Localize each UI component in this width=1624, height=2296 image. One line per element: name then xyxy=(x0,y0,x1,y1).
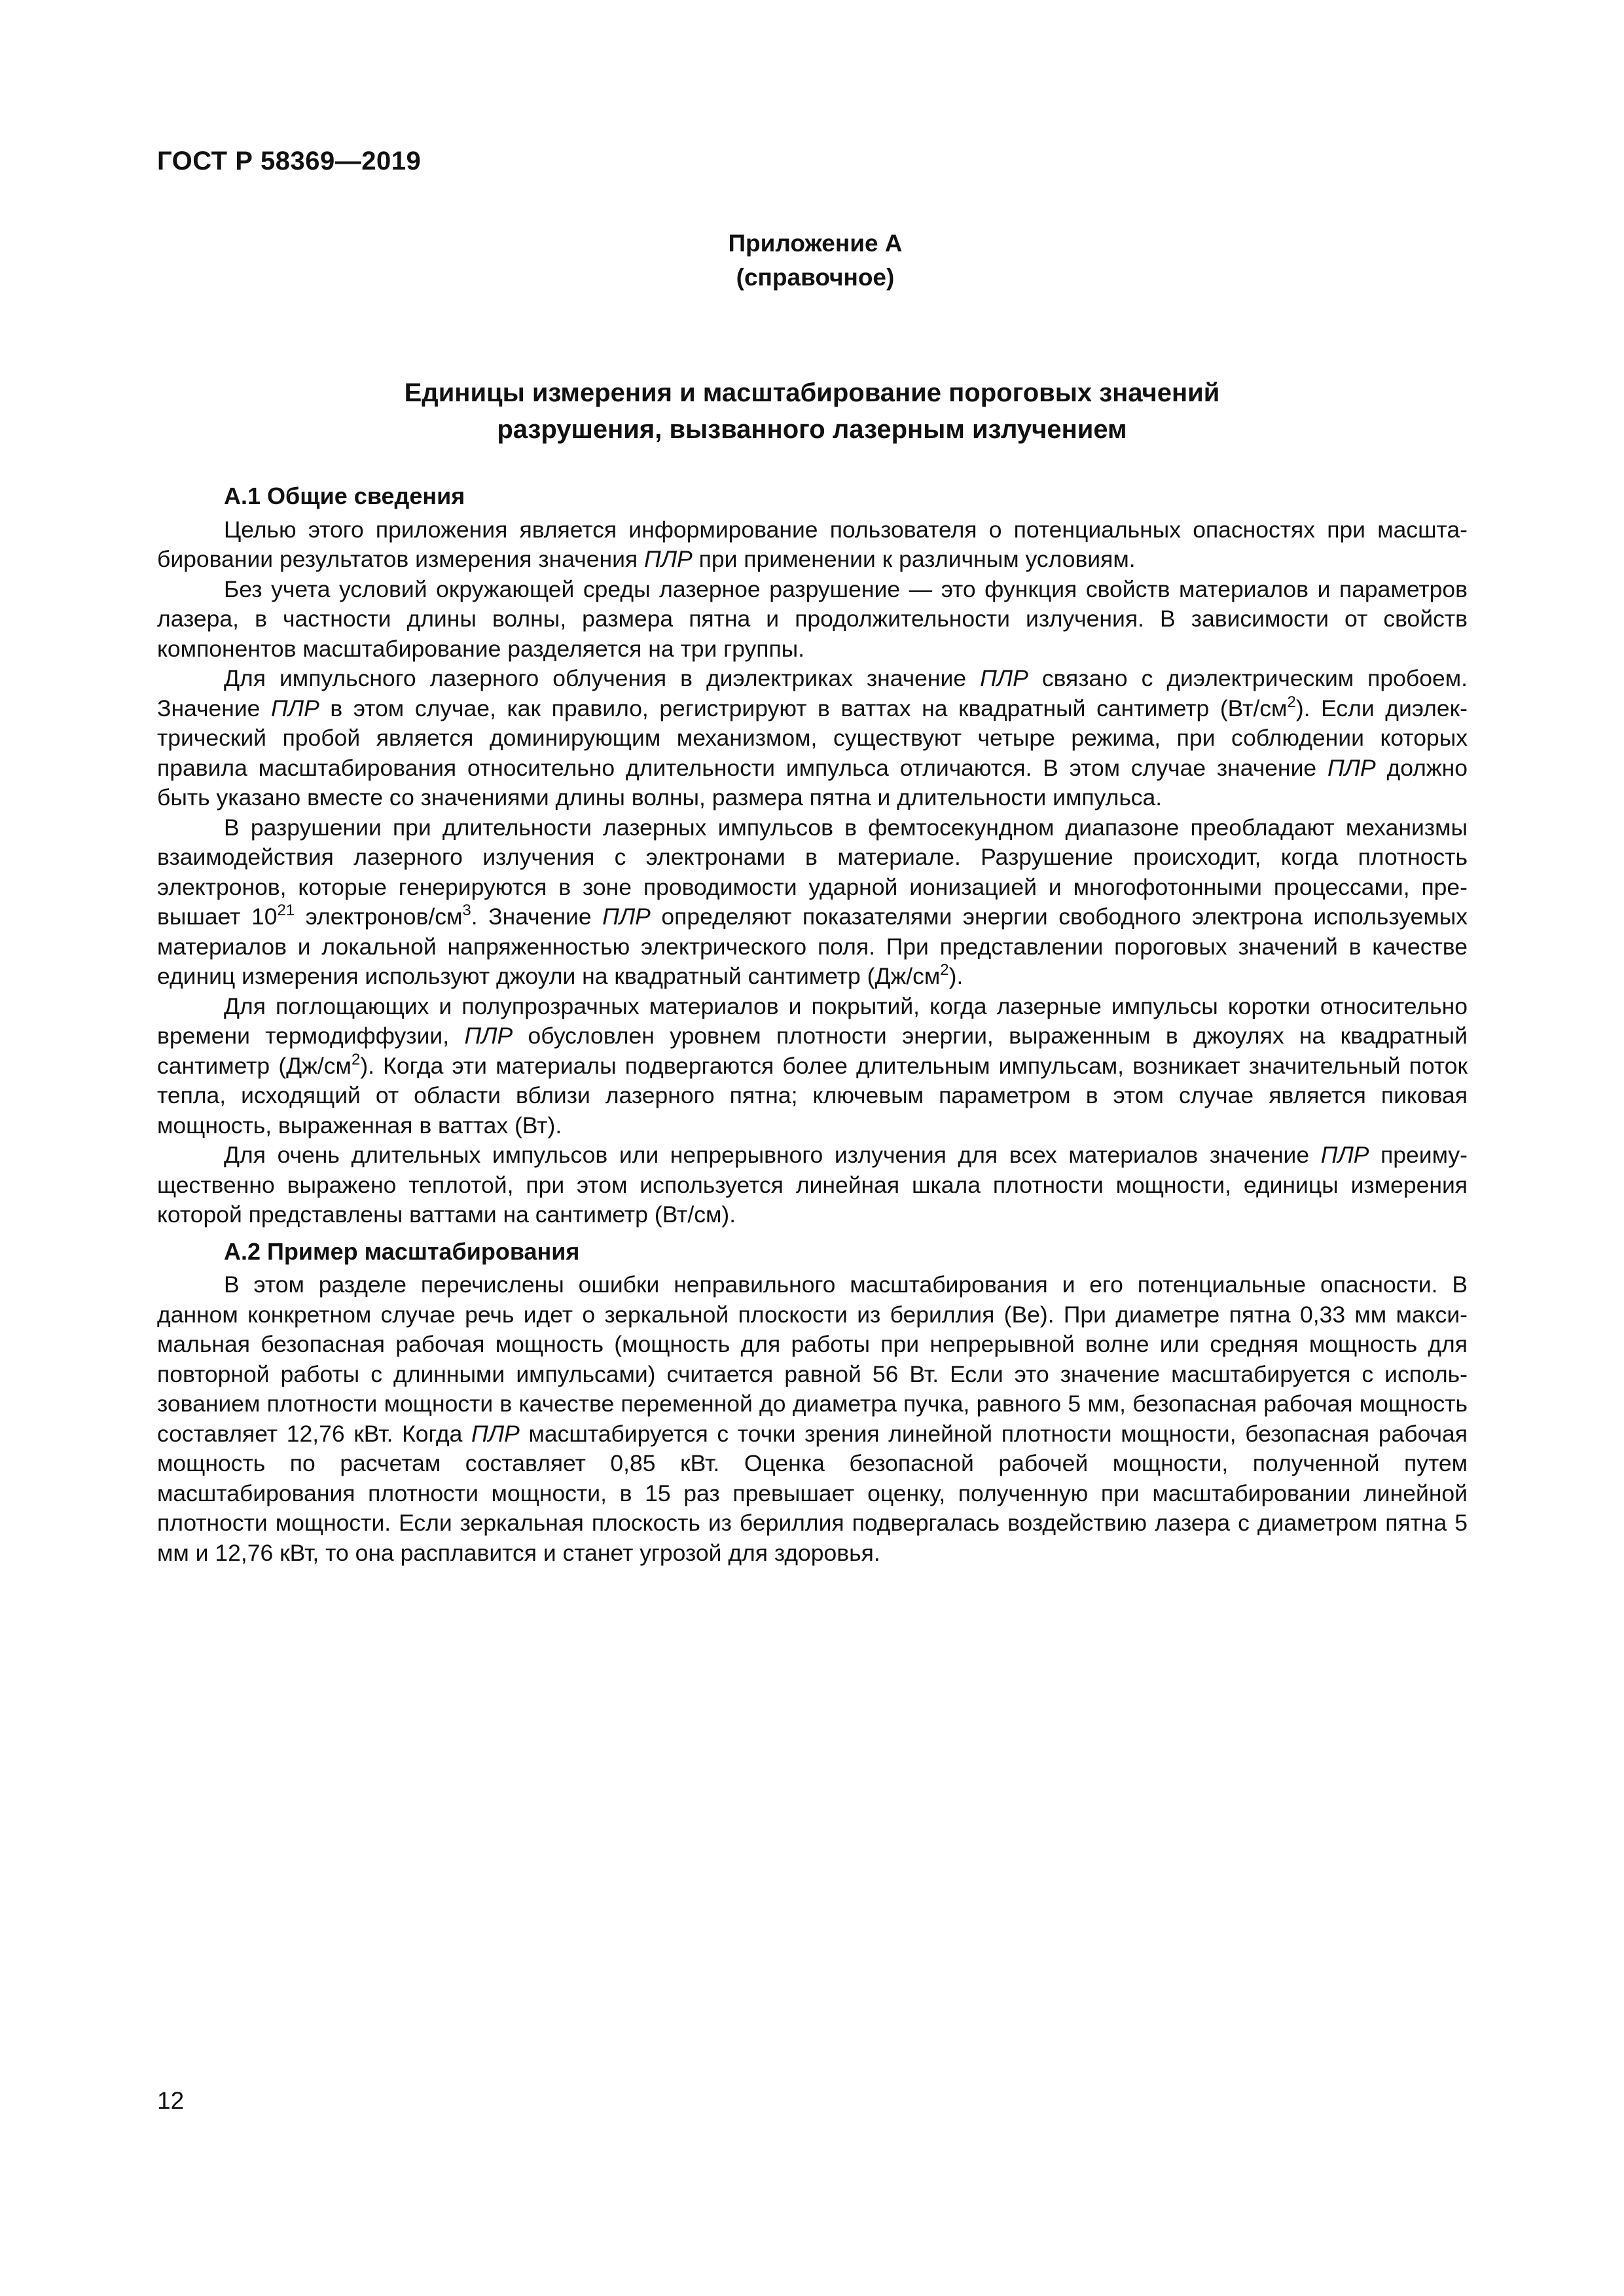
page-number: 12 xyxy=(157,2087,185,2114)
appendix-title-line-2: разрушения, вызванного лазерным излучением xyxy=(497,415,1127,444)
paragraph-a2-1: В этом разделе перечислены ошибки неправильного масштабирования и его потенциальные опасности. В данном конкретном случае речь идет о зеркальной плоскости из бериллия (Ве). При диаметре пятна 0,33 мм максимальная безопасная рабочая мощность (мощность для работы при непрерывной волне или средняя мощность для повторной работы с длинными импульсами) считается равной 56 Вт. Если это значение масштабируется с использованием плотности мощности в качестве переменной до диаметра пучка, равного 5 мм, безопасная рабочая мощность составляет 12,76 кВт. Когда ПЛР масштабируется с точки зрения линейной плотности мощности, безопасная рабочая мощность по расчетам составляет 0,85 кВт. Оценка безопасной рабочей мощности, полученной путем масштабирования плотности мощности, в 15 раз превышает оценку, полученную при масштабировании линейной плотности мощности. Если зеркальная плоскость из бериллия подвергалась воздействию лазера с диаметром пятна 5 мм и 12,76 кВт, то она расплавится и станет угрозой для здоровья. xyxy=(157,1271,1468,1566)
appendix-type: (справочное) xyxy=(736,264,895,291)
appendix-title xyxy=(0,374,1624,448)
document-body xyxy=(157,481,1468,1568)
appendix-title-line-1: Единицы измерения и масштабирование пороговых значений xyxy=(404,378,1220,407)
appendix-label: Приложение А xyxy=(728,230,903,257)
appendix-heading xyxy=(0,227,1624,295)
section-heading-a1: А.1 Общие сведения xyxy=(224,483,465,509)
section-heading-a2: А.2 Пример масштабирования xyxy=(224,1237,580,1265)
paragraph-a1-1: Целью этого приложения является информирование пользователя о потенциальных опасностях при масштабировании результатов измерения значения ПЛР при применении к различным условиям. xyxy=(157,516,1468,572)
paragraph-a1-4: В разрушении при длительности лазерных импульсов в фемтосекундном диапазоне преобладают механизмы взаимодействия лазерного излучения с электронами в материале. Разрушение происходит, когда плотность электронов, которые генерируются в зоне проводимости ударной ионизацией и многофотонными процессами, превышает $10^{21}$ электронов/$см^3$. Значение ПЛР определяют показателями энергии свободного электрона используемых материалов и локальной напряженностью электрического поля. При представлении пороговых значений в качестве единиц измерения используют джоули на квадратный сантиметр $(Дж/см^2)$. xyxy=(157,814,1468,989)
document-id-header: ГОСТ Р 58369—2019 xyxy=(157,147,422,175)
paragraph-a1-3: Для импульсного лазерного облучения в диэлектриках значение ПЛР связано с диэлектрическим пробоем. Значение ПЛР в этом случае, как правило, регистрируют в ваттах на квадратный сантиметр $(Вт/см^2)$. Если диэлектрический пробой является доминирующим механизмом, существуют четыре режима, при соблюдении которых правила масштабирования относительно длительности импульса отличаются. В этом случае значение ПЛР должно быть указано вместе со значениями длины волны, размера пятна и длительности импульса. xyxy=(157,665,1468,811)
paragraph-a1-5: Для поглощающих и полупрозрачных материалов и покрытий, когда лазерные импульсы коротки относительно времени термодиффузии, ПЛР обусловлен уровнем плотности энергии, выраженным в джоулях на квадратный сантиметр $(Дж/см^2)$. Когда эти материалы подвергаются более длительным импульсам, возникает значительный поток тепла, исходящий от области вблизи лазерного пятна; ключевым параметром в этом случае является пиковая мощность, выраженная в ваттах (Вт). xyxy=(157,993,1468,1139)
paragraph-a1-2: Без учета условий окружающей среды лазерное разрушение — это функция свойств материалов и параметров лазера, в частности длины волны, размера пятна и продолжительности излучения. В зависимости от свойств компонентов масштабирование разделяется на три группы. xyxy=(157,575,1468,662)
paragraph-a1-6: Для очень длительных импульсов или непрерывного излучения для всех материалов значение ПЛР преимущественно выражено теплотой, при этом используется линейная шкала плотности мощности, единицы измерения которой представлены ваттами на сантиметр (Вт/см). xyxy=(157,1142,1468,1228)
